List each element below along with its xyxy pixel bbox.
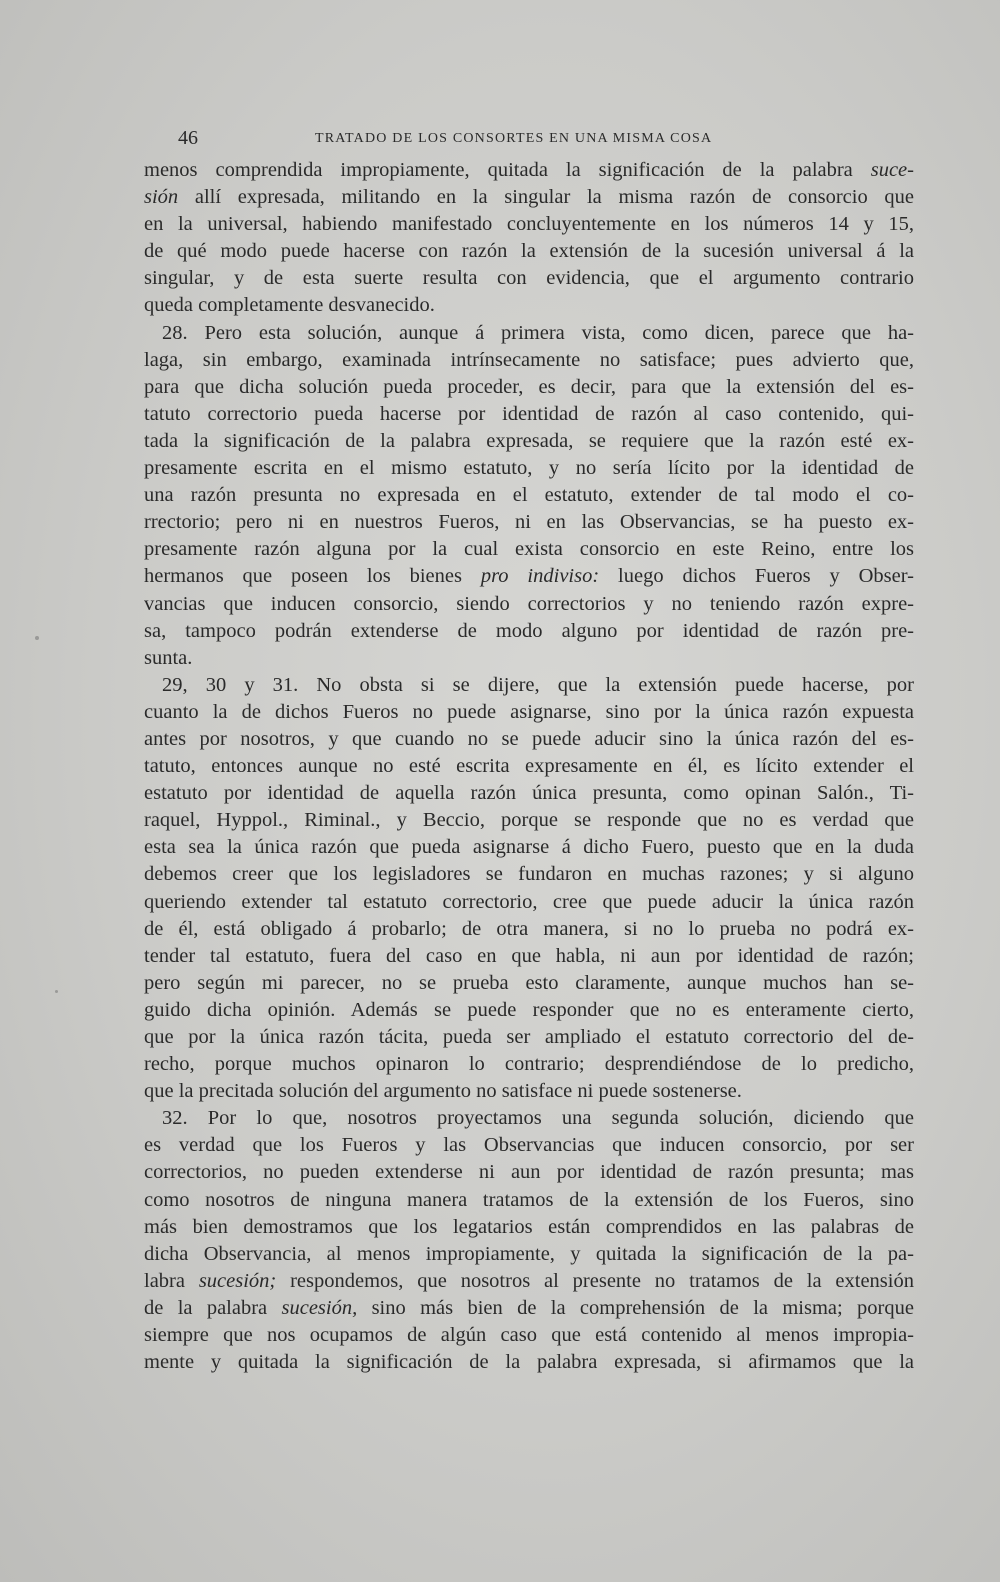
text-line bbox=[144, 1078, 914, 1105]
text-line bbox=[144, 1322, 914, 1349]
text-line bbox=[144, 374, 914, 401]
line-text: recho, porque muchos opinaron lo contrario; desprendiéndose de lo predicho, bbox=[144, 1053, 914, 1076]
text-line bbox=[144, 401, 914, 428]
text-line bbox=[144, 482, 914, 509]
italic-term: sucesión, bbox=[281, 1296, 358, 1319]
text-line bbox=[144, 292, 914, 319]
line-text: en la universal, habiendo manifestado concluyentemente en los números 14 y 15, bbox=[144, 213, 914, 236]
line-text: más bien demostramos que los legatarios están comprendidos en las palabras de bbox=[144, 1215, 914, 1238]
text-line bbox=[144, 726, 914, 753]
line-text: 32. Por lo que, nosotros proyectamos una segunda solución, diciendo que bbox=[162, 1107, 914, 1130]
line-text: debemos creer que los legisladores se fundaron en muchas razones; y si alguno bbox=[144, 863, 914, 886]
line-text: sa, tampoco podrán extenderse de modo alguno por identidad de razón pre- bbox=[144, 619, 914, 642]
line-text: presamente escrita en el mismo estatuto, y no sería lícito por la identidad de bbox=[144, 457, 914, 480]
line-text: estatuto por identidad de aquella razón única presunta, como opinan Salón., Ti- bbox=[144, 782, 914, 805]
text-line bbox=[144, 1132, 914, 1159]
paper-speck bbox=[35, 636, 39, 640]
italic-term: pro indiviso: bbox=[480, 565, 600, 588]
text-line bbox=[144, 184, 914, 211]
paper-speck bbox=[55, 990, 58, 993]
line-text: de él, está obligado á probarlo; de otra manera, si no lo prueba no podrá ex- bbox=[144, 917, 914, 940]
body-text bbox=[144, 157, 914, 1376]
text-line bbox=[144, 753, 914, 780]
line-text: laga, sin embargo, examinada intrínsecamente no satisface; pues advierto que, bbox=[144, 348, 914, 371]
line-text: tatuto, entonces aunque no esté escrita expresamente en él, es lícito extender el bbox=[144, 755, 914, 778]
line-text: labra bbox=[144, 1269, 199, 1292]
line-text: que la precitada solución del argumento no satisface ni puede sostenerse. bbox=[144, 1080, 742, 1103]
line-text: como nosotros de ninguna manera tratamos de la extensión de los Fueros, sino bbox=[144, 1188, 914, 1211]
text-line bbox=[144, 455, 914, 482]
text-line bbox=[144, 1214, 914, 1241]
running-head: TRATADO DE LOS CONSORTES EN UNA MISMA COSA bbox=[315, 131, 713, 146]
line-text: tatuto correctorio pueda hacerse por identidad de razón al caso contenido, qui- bbox=[144, 402, 914, 425]
line-text: cuanto la de dichos Fueros no puede asignarse, sino por la única razón expuesta bbox=[144, 700, 914, 723]
text-line bbox=[144, 591, 914, 618]
text-line bbox=[144, 780, 914, 807]
line-text: hermanos que poseen los bienes bbox=[144, 565, 481, 588]
line-text: de qué modo puede hacerse con razón la extensión de la sucesión universal á la bbox=[144, 240, 914, 263]
line-text: 29, 30 y 31. No obsta si se dijere, que la extensión puede hacerse, por bbox=[162, 673, 914, 696]
line-text: siempre que nos ocupamos de algún caso que está contenido al menos impropia- bbox=[144, 1324, 914, 1347]
line-text: tender tal estatuto, fuera del caso en que habla, ni aun por identidad de razón; bbox=[144, 944, 914, 967]
text-line bbox=[144, 1051, 914, 1078]
line-text: queda completamente desvanecido. bbox=[144, 294, 435, 317]
text-line bbox=[144, 1295, 914, 1322]
line-text: singular, y de esta suerte resulta con evidencia, que el argumento contrario bbox=[144, 267, 914, 290]
page-number: 46 bbox=[178, 127, 198, 149]
italic-term: sión bbox=[144, 186, 179, 209]
italic-term: sucesión; bbox=[198, 1269, 277, 1292]
text-line bbox=[144, 536, 914, 563]
line-text: que por la única razón tácita, pueda ser ampliado el estatuto correctorio del de- bbox=[144, 1026, 914, 1048]
italic-term: suce- bbox=[870, 159, 914, 181]
text-line bbox=[144, 997, 914, 1024]
text-line bbox=[144, 563, 914, 590]
text-line bbox=[144, 157, 914, 184]
text-line bbox=[144, 889, 914, 916]
text-line bbox=[144, 509, 914, 536]
text-line bbox=[144, 1159, 914, 1186]
line-text: vancias que inducen consorcio, siendo correctorios y no teniendo razón expre- bbox=[144, 592, 914, 615]
line-text: presamente razón alguna por la cual exista consorcio en este Reino, entre los bbox=[144, 538, 914, 561]
line-text: luego dichos Fueros y Obser- bbox=[599, 565, 914, 588]
line-text: menos comprendida impropiamente, quitada la significación de la palabra bbox=[144, 159, 871, 181]
text-line bbox=[144, 1024, 914, 1051]
text-line bbox=[144, 1349, 914, 1376]
text-line bbox=[144, 1187, 914, 1214]
text-line bbox=[144, 861, 914, 888]
text-line bbox=[144, 672, 914, 699]
text-line bbox=[144, 916, 914, 943]
line-text: correctorios, no pueden extenderse ni aun por identidad de razón presunta; mas bbox=[144, 1161, 914, 1184]
line-text: 28. Pero esta solución, aunque á primera vista, como dicen, parece que ha- bbox=[162, 321, 914, 344]
text-line bbox=[144, 645, 914, 672]
text-line bbox=[144, 347, 914, 374]
line-text: de la palabra bbox=[144, 1296, 282, 1319]
text-line bbox=[144, 618, 914, 645]
line-text: tada la significación de la palabra expresada, se requiere que la razón esté ex- bbox=[144, 429, 914, 452]
text-line bbox=[144, 1268, 914, 1295]
line-text: sino más bien de la comprehensión de la misma; porque bbox=[357, 1296, 914, 1319]
text-line bbox=[144, 943, 914, 970]
text-line bbox=[144, 970, 914, 997]
text-line bbox=[144, 834, 914, 861]
line-text: respondemos, que nosotros al presente no tratamos de la extensión bbox=[276, 1269, 914, 1292]
text-line bbox=[144, 699, 914, 726]
line-text: raquel, Hyppol., Riminal., y Beccio, porque se responde que no es verdad que bbox=[144, 809, 914, 832]
text-line bbox=[144, 428, 914, 455]
line-text: es verdad que los Fueros y las Observancias que inducen consorcio, por ser bbox=[144, 1134, 914, 1157]
line-text: una razón presunta no expresada en el estatuto, extender de tal modo el co- bbox=[144, 484, 914, 507]
line-text: mente y quitada la significación de la palabra expresada, si afirmamos que la bbox=[144, 1351, 914, 1374]
text-line bbox=[144, 807, 914, 834]
text-line bbox=[144, 1241, 914, 1268]
line-text: queriendo extender tal estatuto correctorio, cree que puede aducir la única razón bbox=[144, 890, 914, 913]
line-text: sunta. bbox=[144, 646, 193, 669]
line-text: para que dicha solución pueda proceder, es decir, para que la extensión del es- bbox=[144, 375, 914, 398]
text-line bbox=[144, 238, 914, 265]
text-line bbox=[144, 265, 914, 292]
line-text: dicha Observancia, al menos impropiamente, y quitada la significación de la pa- bbox=[144, 1242, 914, 1265]
line-text: guido dicha opinión. Además se puede responder que no es enteramente cierto, bbox=[144, 998, 914, 1021]
line-text: allí expresada, militando en la singular la misma razón de consorcio que bbox=[178, 186, 914, 209]
line-text: esta sea la única razón que pueda asignarse á dicho Fuero, puesto que en la duda bbox=[144, 836, 914, 859]
text-line bbox=[144, 1105, 914, 1132]
text-line bbox=[144, 320, 914, 347]
line-text: antes por nosotros, y que cuando no se puede aducir sino la única razón del es- bbox=[144, 727, 914, 750]
text-line bbox=[144, 211, 914, 238]
line-text: rrectorio; pero ni en nuestros Fueros, ni en las Observancias, se ha puesto ex- bbox=[144, 511, 914, 534]
page-header bbox=[178, 127, 918, 157]
line-text: pero según mi parecer, no se prueba esto claramente, aunque muchos han se- bbox=[144, 971, 914, 994]
